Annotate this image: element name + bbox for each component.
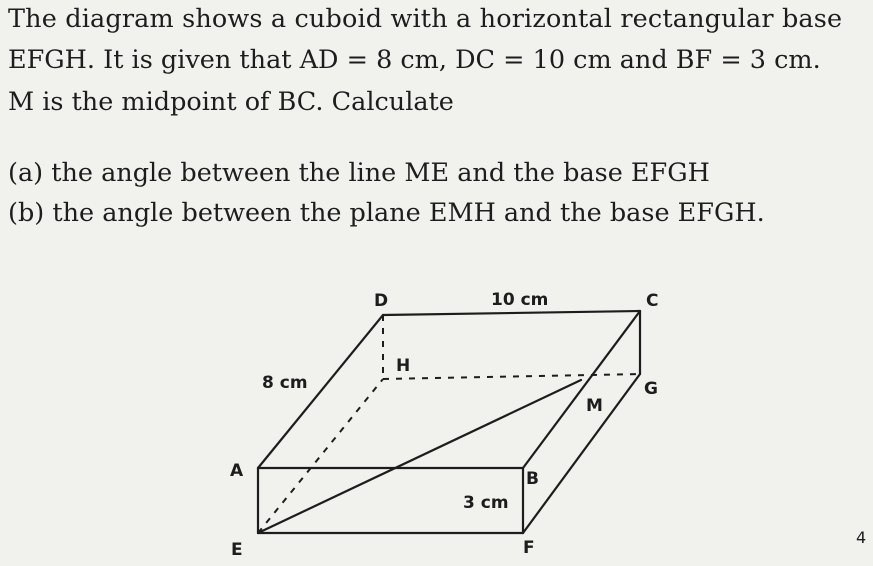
page-number: 4 xyxy=(856,528,867,547)
label-e: E xyxy=(231,540,243,560)
question-line-1: The diagram shows a cuboid with a horizontal rectangular base xyxy=(8,4,843,34)
label-a: A xyxy=(230,461,244,481)
question-line-2: EFGH. It is given that AD = 8 cm, DC = 10 cm and BF = 3 cm. xyxy=(8,45,821,75)
label-ad-length: 8 cm xyxy=(262,373,308,393)
hidden-edge-hg xyxy=(383,374,640,379)
edge-cb xyxy=(523,311,640,468)
question-line-3: M is the midpoint of BC. Calculate xyxy=(8,87,454,117)
edge-dc xyxy=(383,311,640,315)
label-b: B xyxy=(526,469,539,489)
label-c: C xyxy=(646,291,659,311)
question-part-a: (a) the angle between the line ME and the base EFGH xyxy=(8,158,710,188)
label-g: G xyxy=(644,379,658,399)
label-h: H xyxy=(396,356,411,376)
label-f: F xyxy=(523,538,535,558)
label-bf-length: 3 cm xyxy=(463,493,509,513)
label-m: M xyxy=(586,396,603,416)
question-part-b: (b) the angle between the plane EMH and the base EFGH. xyxy=(8,198,765,228)
label-dc-length: 10 cm xyxy=(491,290,549,310)
label-d: D xyxy=(374,291,389,311)
edge-fg xyxy=(523,374,640,533)
hidden-edge-eh xyxy=(258,379,383,533)
